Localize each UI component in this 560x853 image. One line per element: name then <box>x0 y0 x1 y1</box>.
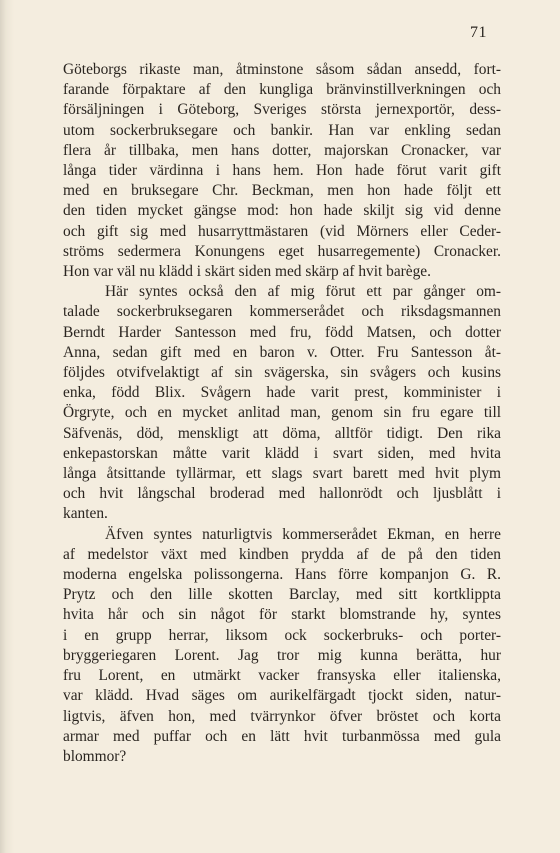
text-line: enkepastorskan måtte varit klädd i svart siden, med hvita <box>63 444 501 462</box>
text-line: farande förpaktare af den kungliga bränvinstillverkningen och <box>63 81 501 99</box>
text-line: talade sockerbruksegaren kommerserådet och riksdagsmannen <box>63 303 501 321</box>
text-line: Äfven syntes naturligtvis kommerserådet Ekman, en herre <box>105 525 501 543</box>
text-line: fru Lorent, en utmärkt vacker fransyska eller italienska, <box>63 667 501 685</box>
text-line: ligtvis, äfven hon, med tvärrynkor öfver bröstet och korta <box>63 707 501 725</box>
text-line: Hon var väl nu klädd i skärt siden med skärp af hvit barège. <box>63 263 431 281</box>
text-line: enka, född Blix. Svågern hade varit prest, komminister i <box>63 384 501 402</box>
text-line: Örgryte, och en mycket anlitad man, genom sin fru egare till <box>63 404 501 422</box>
text-line: och gift sig med husarryttmästaren (vid Mörners eller Ceder- <box>63 222 501 240</box>
text-line: Anna, sedan gift med en baron v. Otter. Fru Santesson åt- <box>63 343 501 361</box>
text-line: långa tider värdinna i hans hem. Hon hade förut varit gift <box>63 162 501 180</box>
text-line: försäljningen i Göteborg, Sveriges största jernexportör, dess- <box>63 101 501 119</box>
text-line: moderna engelska polissongerna. Hans förre kompanjon G. R. <box>63 566 501 584</box>
text-line: Göteborgs rikaste man, åtminstone såsom sådan ansedd, fort- <box>63 61 501 78</box>
text-line: hvita hår och sin något för starkt blomstrande hy, syntes <box>63 606 501 624</box>
text-line: utom sockerbruksegare och bankir. Han var enkling sedan <box>63 121 501 139</box>
text-line: den tiden mycket gängse mod: hon hade skiljt sig vid denne <box>63 202 501 220</box>
text-line: Säfvenäs, död, menskligt att döma, alltför tidigt. Den rika <box>63 424 501 442</box>
text-line: med en bruksegare Chr. Beckman, men hon hade följt ett <box>63 182 501 200</box>
paragraph <box>63 60 501 282</box>
text-line: följdes otvifvelaktigt af sin svägerska, sin svågers och kusins <box>63 364 501 382</box>
body-text <box>63 60 501 767</box>
text-line: Prytz och den lille skotten Barclay, med sitt kortklippta <box>63 586 501 604</box>
text-line: kanten. <box>63 505 108 523</box>
text-line: ströms sedermera Konungens eget husarregemente) Cronacker. <box>63 242 501 260</box>
text-line: var klädd. Hvad säges om aurikelfärgadt tjockt siden, natur- <box>63 687 501 705</box>
text-line: bryggeriegaren Lorent. Jag tror mig kunna berätta, hur <box>63 646 501 664</box>
text-line: af medelstor växt med kindben prydda af de på den tiden <box>63 545 501 563</box>
paragraph <box>63 525 501 767</box>
text-line: och hvit långschal broderad med hallonrödt och ljusblått i <box>63 485 501 503</box>
text-line: i en grupp herrar, liksom ock sockerbruks- och porter- <box>63 626 501 644</box>
paragraph <box>63 282 501 524</box>
text-line: Här syntes också den af mig förut ett par gånger om- <box>105 283 501 301</box>
text-line: långa åtsittande tyllärmar, ett slags svart barett med hvit plym <box>63 465 501 483</box>
text-line: Berndt Harder Santesson med fru, född Matsen, och dotter <box>63 323 501 341</box>
text-line: flera år tillbaka, men hans dotter, majorskan Cronacker, var <box>63 141 501 159</box>
text-line: armar med puffar och en lätt hvit turbanmössa med gula <box>63 727 501 745</box>
text-line: blommor? <box>63 747 127 765</box>
page-number: 71 <box>470 24 487 41</box>
